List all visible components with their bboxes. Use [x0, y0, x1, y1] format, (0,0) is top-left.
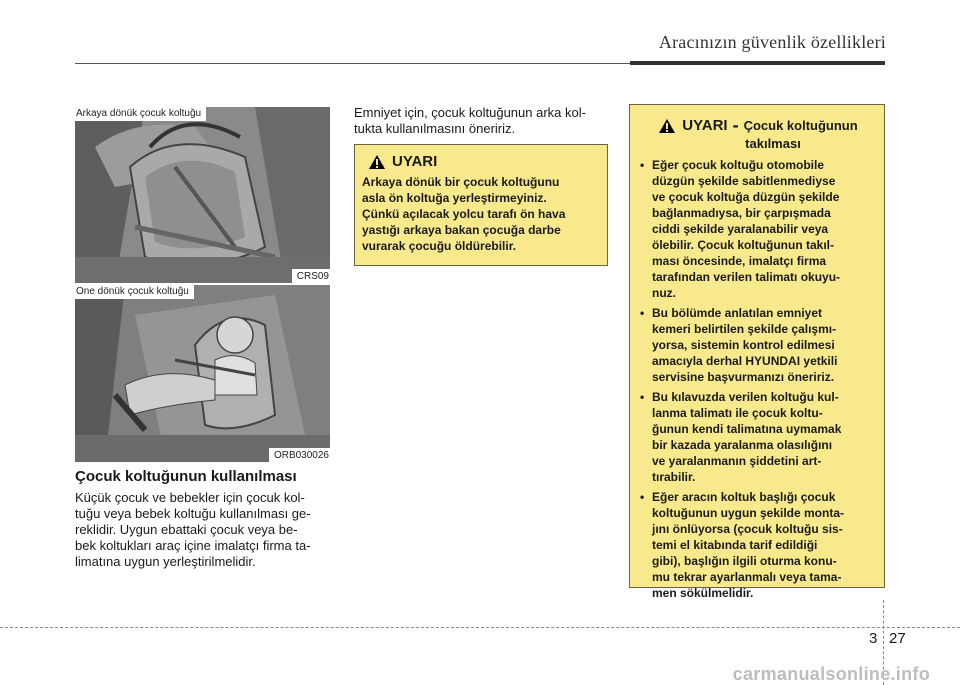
bullet-line: lanma talimatı ile çocuk koltu-	[652, 406, 823, 420]
bullet-line: ğunun kendi talimatına uymamak	[652, 422, 842, 436]
bullet-line: ölebilir. Çocuk koltuğunun takıl-	[652, 238, 835, 252]
bullet-line: gibi), başlığın ilgili oturma konu-	[652, 554, 837, 568]
forward-facing-seat-illustration	[75, 285, 330, 462]
body-line: limatına uygun yerleştirilmelidir.	[75, 554, 256, 569]
bullet-line: nuz.	[652, 286, 676, 300]
photo-code: ORB030026	[269, 448, 330, 462]
bullet-line: ve çocuk koltuğa düzgün şekilde	[652, 190, 840, 204]
body-line: tukta kullanılmasını öneririz.	[354, 121, 516, 136]
bullet-line: • Bu bölümde anlatılan emniyet	[652, 306, 823, 320]
warning-header-row	[640, 115, 876, 136]
bullet-line: • Eğer aracın koltuk başlığı çocuk	[652, 490, 836, 504]
header-title: Aracınızın güvenlik özellikleri	[658, 32, 886, 52]
photo-caption: Arkaya dönük çocuk koltuğu	[75, 107, 206, 121]
photo-code: CRS09	[292, 269, 330, 283]
warning-triangle-icon	[368, 154, 386, 170]
bullet-line: • Bu kılavuzda verilen koltuğu kul-	[652, 390, 839, 404]
bullet-line: servisine başvurmanızı öneririz.	[652, 370, 835, 384]
warning-bullet	[640, 305, 876, 385]
warning-line: Çünkü açılacak yolcu tarafı ön hava	[362, 207, 566, 221]
warning-box-front-seat	[354, 144, 608, 266]
bullet-line: temi el kitabında tarif edildiği	[652, 538, 818, 552]
page-number: 27	[889, 630, 906, 647]
bullet-line: jını önlüyorsa (çocuk koltuğu sis-	[652, 522, 843, 536]
middle-intro	[354, 105, 608, 137]
section-heading: Çocuk koltuğunun kullanılması	[75, 468, 297, 485]
body-line: Küçük çocuk ve bebekler için çocuk kol-	[75, 490, 305, 505]
photo-caption: One dönük çocuk koltuğu	[75, 285, 194, 299]
warning-bullet-list	[640, 157, 876, 601]
footer-divider	[0, 627, 960, 628]
bullet-line: bağlanmadıysa, bir çarpışmada	[652, 206, 831, 220]
warning-line: asla ön koltuğa yerleştirmeyiniz.	[362, 191, 547, 205]
bullet-line: • Eğer çocuk koltuğu otomobile	[652, 158, 825, 172]
bullet-line: düzgün şekilde sabitlenmediyse	[652, 174, 836, 188]
header-divider	[75, 63, 630, 64]
warning-subtitle: Çocuk koltuğunun	[743, 118, 858, 133]
warning-title	[368, 153, 600, 170]
warning-text	[362, 174, 600, 254]
bullet-line: amacıyla derhal HYUNDAI yetkili	[652, 354, 838, 368]
body-line: Emniyet için, çocuk koltuğunun arka kol-	[354, 105, 586, 120]
bullet-line: bir kazada yaralanma olasılığını	[652, 438, 833, 452]
warning-box-child-seat-installation	[629, 104, 885, 600]
photo-forward-facing-seat	[75, 285, 330, 462]
body-line: bek koltukları araç içine imalatçı firma ta-	[75, 538, 311, 553]
section-body	[75, 490, 330, 570]
bullet-line: ciddi şekilde yaralanabilir veya	[652, 222, 829, 236]
bullet-line: koltuğunun uygun şekilde monta-	[652, 506, 844, 520]
warning-header	[640, 115, 876, 151]
chapter-number: 3	[869, 630, 878, 647]
warning-bullet	[640, 157, 876, 301]
bullet-line: ve yaralanmanın şiddetini art-	[652, 454, 822, 468]
watermark: carmanualsonline.info	[732, 664, 930, 684]
bullet-line: yorsa, sistemin kontrol edilmesi	[652, 338, 835, 352]
body-line: tuğu veya bebek koltuğu kullanılması ge-	[75, 506, 311, 521]
warning-bullet	[640, 489, 876, 601]
warning-line: yastığı arkaya bakan çocuğa darbe	[362, 223, 561, 237]
bullet-line: men sökülmelidir.	[652, 586, 754, 600]
bullet-line: tarafından verilen talimatı okuyu-	[652, 270, 841, 284]
photo-rear-facing-seat	[75, 107, 330, 283]
warning-triangle-icon	[658, 118, 676, 134]
header-divider-accent	[630, 61, 885, 65]
bullet-line: mu tekrar ayarlanmalı veya tama-	[652, 570, 842, 584]
warning-line: Arkaya dönük bir çocuk koltuğunu	[362, 175, 560, 189]
bullet-line: kemeri belirtilen şekilde çalışmı-	[652, 322, 837, 336]
warning-bullet	[640, 389, 876, 485]
warning-line: vurarak çocuğu öldürebilir.	[362, 239, 517, 253]
bullet-line: tırabilir.	[652, 470, 696, 484]
warning-title-text: UYARI	[392, 153, 438, 170]
warning-title-dash: -	[732, 115, 739, 135]
rear-facing-seat-illustration	[75, 107, 330, 283]
warning-title-text: UYARI	[682, 117, 728, 134]
warning-subtitle-cont: takılması	[745, 136, 801, 151]
body-line: reklidir. Uygun ebattaki çocuk veya be-	[75, 522, 298, 537]
bullet-line: ması öncesinde, imalatçı firma	[652, 254, 827, 268]
